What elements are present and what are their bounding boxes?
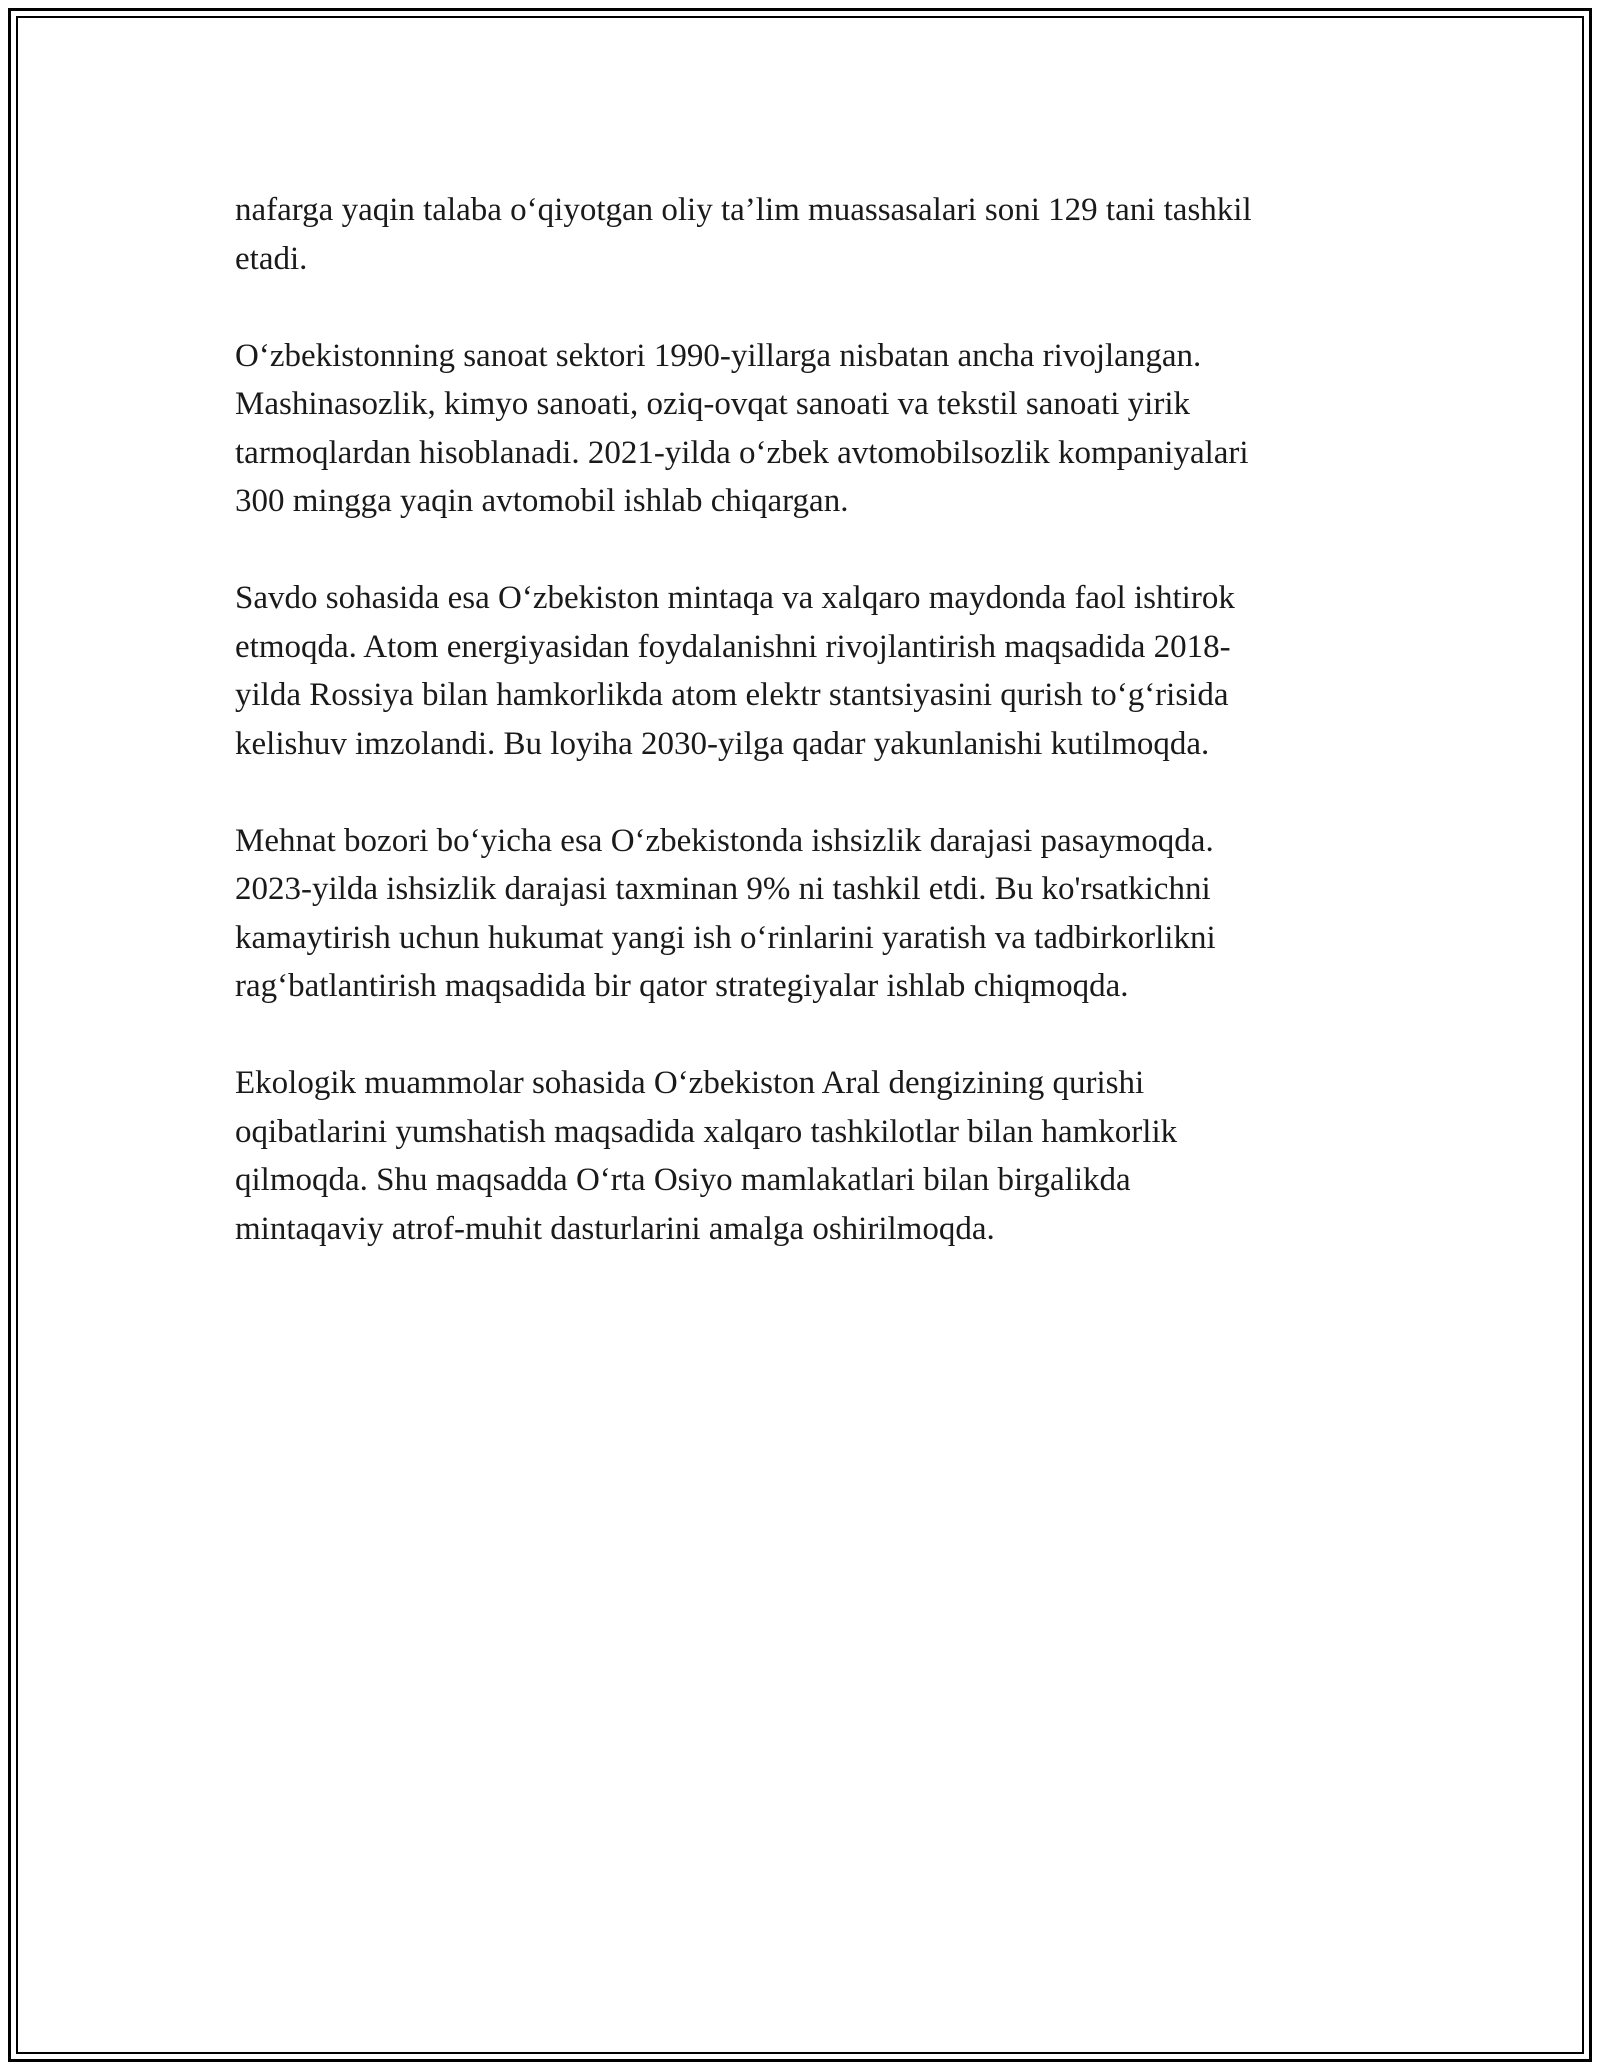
paragraph-industry: O‘zbekistonning sanoat sektori 1990-yillarga nisbatan ancha rivojlangan. Mashinasozlik, kimyo sanoati, oziq-ovqat sanoati va tekstil sanoati yirik tarmoqlardan hisoblanadi. 2021-yilda o‘zbek avtomobilsozlik kompaniyalari 300 mingga yaqin avtomobil ishlab chiqargan. — [235, 337, 1249, 519]
paragraph-higher-education: nafarga yaqin talaba o‘qiyotgan oliy ta’lim muassasalari soni 129 tani tashkil etadi. — [235, 192, 1252, 277]
paragraph-trade-energy: Savdo sohasida esa O‘zbekiston mintaqa va xalqaro maydonda faol ishtirok etmoqda. Atom energiyasidan foydalanishni rivojlantirish maqsadida 2018- yilda Rossiya bilan hamkorlikda atom elektr stantsiyasini qurish to‘g‘risida kelishuv imzolandi. Bu loyiha 2030-yilga qadar yakunlanishi kutilmoqda. — [235, 580, 1235, 762]
document-body — [235, 186, 1375, 1302]
paragraph-ecology: Ekologik muammolar sohasida O‘zbekiston Aral dengizining qurishi oqibatlarini yumshatish maqsadida xalqaro tashkilotlar bilan hamkorlik qilmoqda. Shu maqsadda O‘rta Osiyo mamlakatlari bilan birgalikda mintaqaviy atrof-muhit dasturlarini amalga oshirilmoqda. — [235, 1065, 1178, 1247]
paragraph-labor-market: Mehnat bozori bo‘yicha esa O‘zbekistonda ishsizlik darajasi pasaymoqda. 2023-yilda ishsizlik darajasi taxminan 9% ni tashkil etdi. Bu ko'rsatkichni kamaytirish uchun hukumat yangi ish o‘rinlarini yaratish va tadbirkorlikni rag‘batlantirish maqsadida bir qator strategiyalar ishlab chiqmoqda. — [235, 822, 1216, 1004]
